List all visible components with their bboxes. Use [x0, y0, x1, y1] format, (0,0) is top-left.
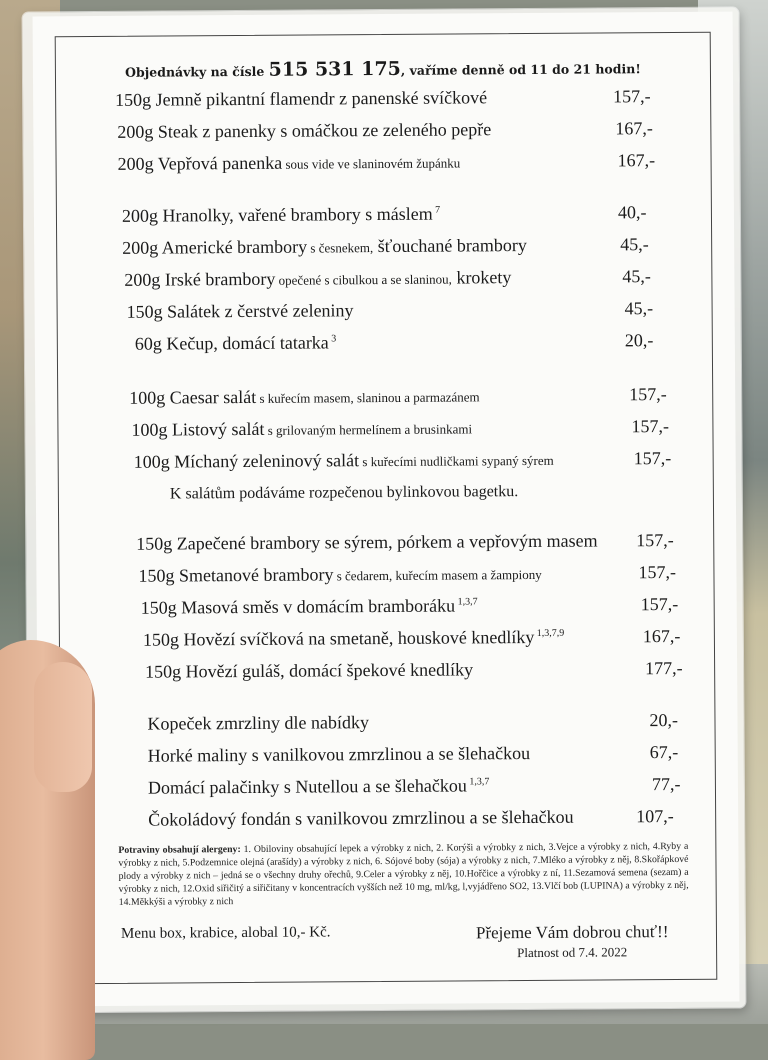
menu-item	[122, 204, 440, 227]
item-name: 150g Hovězí svíčková na smetaně, houskové knedlíky	[142, 626, 535, 650]
menu-item	[145, 659, 473, 682]
item-price: 167,-	[615, 118, 653, 139]
item-description: opečené s cibulkou a se slaninou,	[275, 271, 452, 288]
menu-item	[124, 267, 511, 291]
menu-item	[129, 385, 480, 408]
salad-note: K salátům podáváme rozpečenou bylinkovou bagetku.	[169, 483, 519, 503]
item-price: 157,-	[613, 86, 651, 107]
item-name: 60g Kečup, domácí tatarka	[134, 332, 329, 354]
item-price: 45,-	[622, 266, 651, 287]
menu-item	[147, 712, 369, 735]
allergen-info	[118, 840, 688, 909]
item-description: s kuřecími nudličkami sypaný sýrem	[359, 452, 554, 470]
item-name: 200g Vepřová panenka	[117, 152, 283, 174]
item-price: 177,-	[645, 657, 683, 679]
menu-item	[131, 417, 472, 440]
packaging-note: Menu box, krabice, alobal 10,- Kč.	[120, 924, 331, 942]
phone-number: 515 531 175	[268, 57, 401, 81]
menu-sheet	[33, 12, 740, 1007]
item-description: s česnekem,	[307, 240, 374, 256]
item-description: s kuřecím masem, slaninou a parmazánem	[256, 389, 480, 406]
item-price: 77,-	[651, 773, 681, 795]
item-name-continued: šťouchané brambory	[373, 235, 527, 257]
item-price: 45,-	[620, 234, 649, 255]
item-price: 67,-	[649, 741, 679, 763]
item-name: 100g Míchaný zeleninový salát	[133, 450, 360, 472]
thumb	[34, 662, 92, 792]
menu-item	[148, 775, 490, 798]
item-price: 167,-	[617, 150, 656, 171]
item-name: Domácí palačinky s Nutellou a se šlehačkou	[147, 775, 467, 798]
menu-item	[117, 119, 491, 143]
menu-item	[127, 300, 354, 323]
item-name: 150g Salátek z čerstvé zeleniny	[126, 300, 354, 322]
item-price: 157,-	[640, 593, 679, 615]
item-description: s grilovaným hermelínem a brusinkami	[264, 421, 473, 438]
item-price: 157,-	[633, 448, 672, 469]
item-name: 150g Smetanové brambory	[138, 564, 334, 586]
item-name: Kopeček zmrzliny dle nabídky	[147, 712, 369, 734]
item-name: 200g Irské brambory	[124, 268, 276, 290]
item-description: s čedarem, kuřecím masem a žampiony	[333, 566, 542, 584]
item-name: 200g Steak z panenky s omáčkou ze zeleného pepře	[117, 119, 492, 142]
menu-item	[135, 332, 337, 354]
item-price: 40,-	[617, 202, 647, 223]
item-name: 200g Americké brambory	[122, 236, 308, 258]
menu-item	[134, 449, 554, 473]
item-price: 20,-	[624, 330, 654, 351]
allergen-codes: 7	[432, 204, 441, 216]
item-price: 107,-	[636, 805, 674, 827]
item-name: 100g Caesar salát	[129, 386, 257, 408]
menu-item	[143, 627, 565, 651]
item-price: 157,-	[636, 529, 674, 551]
allergen-codes: 3	[328, 333, 337, 345]
menu-item	[148, 807, 574, 831]
menu-item	[118, 151, 461, 174]
item-name: 100g Listový salát	[131, 418, 265, 440]
item-price: 45,-	[624, 298, 654, 319]
menu-item	[136, 531, 597, 555]
allergen-title: Potraviny obsahují alergeny:	[118, 844, 241, 856]
menu-item	[148, 743, 531, 767]
item-name: 150g Hovězí guláš, domácí špekové knedlíky	[145, 659, 474, 682]
menu-item	[141, 595, 478, 618]
item-name: Horké maliny s vanilkovou zmrzlinou a se šlehačkou	[147, 743, 531, 766]
allergen-codes: 1,3,7	[466, 776, 490, 788]
header-prefix: Objednávky na čísle	[125, 63, 265, 80]
menu-item	[122, 235, 527, 259]
item-name: 200g Hranolky, vařené brambory s máslem	[121, 203, 433, 226]
allergen-text: 1. Obiloviny obsahující lepek a výrobky z nich, 2. Korýši a výrobky z nich, 3.Vejce a výrobky z nich, 4.Ryby a výrobky z nich, 5.Podzemnice olejná (arašídy) a výrobky z nich, 6. Sójové boby (sója) a výrobky z nich, 7.Mléko a výrobky z něj, 8.Skořápkové plody a výrobky z nich – jedná se o všechny druhy ořechů, 9.Celer a výrobky z něj, 10.Hořčice a výrobky z ní, 11.Sezamová semena (sezam) a výrobky z nich, 12.Oxid siřičitý a siřičitany v koncentracích vyšších než 10 mg, ml/kg, l,vyjádřeno SO2, 13.Vlčí bob (LUPINA) a výrobky z něj, 14.Měkkýši a výrobky z nich	[118, 840, 689, 908]
allergen-codes: 1,3,7,9	[534, 627, 565, 639]
validity-date: Platnost od 7.4. 2022	[517, 944, 628, 961]
menu-item	[138, 563, 541, 587]
item-name: 150g Zapečené brambory se sýrem, pórkem a vepřovým masem	[136, 530, 598, 554]
item-name: 150g Masová směs v domácím bramboráku	[140, 595, 456, 618]
item-name: 150g Jemně pikantní flamendr z panenské svíčkové	[115, 87, 488, 110]
header-suffix: , vaříme denně od 11 do 21 hodin!	[400, 61, 641, 78]
item-price: 167,-	[642, 625, 681, 647]
item-price: 20,-	[649, 709, 679, 731]
item-price: 157,-	[631, 416, 669, 437]
item-name: Čokoládový fondán s vanilkovou zmrzlinou a se šlehačkou	[148, 806, 574, 830]
wish-text: Přejeme Vám dobrou chuť!!	[475, 922, 669, 943]
allergen-codes: 1,3,7	[455, 596, 478, 608]
item-name-continued: krokety	[451, 267, 512, 288]
item-price: 157,-	[638, 561, 677, 583]
menu-item	[115, 87, 487, 111]
item-description: sous vide ve slaninovém župánku	[282, 155, 461, 172]
item-price: 157,-	[629, 384, 667, 405]
